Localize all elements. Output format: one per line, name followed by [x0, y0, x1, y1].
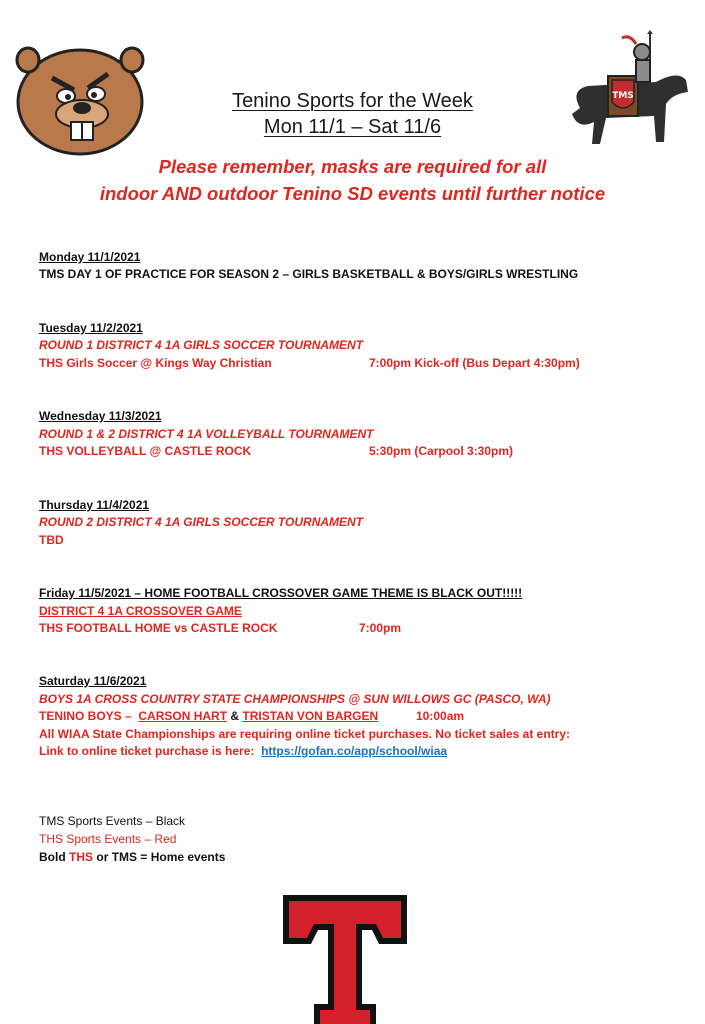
page-title	[0, 90, 705, 113]
page-dates	[0, 116, 705, 139]
block-t-logo-icon	[280, 892, 410, 1024]
saturday-runners	[39, 708, 378, 725]
wednesday-game: THS VOLLEYBALL @ CASTLE ROCK	[39, 444, 252, 458]
tuesday-game: THS Girls Soccer @ Kings Way Christian	[39, 356, 272, 370]
legend-bold-ths: THS	[69, 850, 94, 864]
thursday-event: ROUND 2 DISTRICT 4 1A GIRLS SOCCER TOURNAMENT	[39, 515, 364, 529]
wednesday-time: 5:30pm (Carpool 3:30pm)	[369, 444, 514, 458]
saturday-ticket-link-line	[39, 743, 447, 760]
legend-home-events	[39, 848, 225, 866]
friday-heading: Friday 11/5/2021 – HOME FOOTBALL CROSSOVER GAME THEME IS BLACK OUT!!!!!	[39, 586, 523, 600]
wednesday-event: ROUND 1 & 2 DISTRICT 4 1A VOLLEYBALL TOURNAMENT	[39, 427, 374, 441]
runner-carson-hart: CARSON HART	[138, 709, 228, 723]
runners-prefix: TENINO BOYS –	[39, 709, 132, 723]
tuesday-event: ROUND 1 DISTRICT 4 1A GIRLS SOCCER TOURNAMENT	[39, 338, 364, 352]
ticket-purchase-link[interactable]: https://gofan.co/app/school/wiaa	[261, 744, 448, 758]
saturday-event: BOYS 1A CROSS COUNTRY STATE CHAMPIONSHIPS @ SUN WILLOWS GC (PASCO, WA)	[39, 692, 551, 706]
saturday-ticket-note: All WIAA State Championships are requiring online ticket purchases. No ticket sales at entry:	[39, 727, 571, 741]
legend-ths: THS Sports Events – Red	[39, 832, 177, 846]
wednesday-heading: Wednesday 11/3/2021	[39, 409, 162, 423]
mask-notice-line-2: indoor AND outdoor Tenino SD events until further notice	[99, 183, 606, 204]
thursday-game: TBD	[39, 533, 64, 547]
friday-time: 7:00pm	[359, 621, 402, 635]
legend-bold-label: Bold	[39, 850, 66, 864]
monday-heading: Monday 11/1/2021	[39, 250, 141, 264]
friday-game: THS FOOTBALL HOME vs CASTLE ROCK	[39, 621, 278, 635]
tuesday-heading: Tuesday 11/2/2021	[39, 321, 143, 335]
mask-notice-line-1: Please remember, masks are required for all	[158, 156, 547, 177]
legend-tms: TMS Sports Events – Black	[39, 814, 186, 828]
dates-text: Mon 11/1 – Sat 11/6	[263, 116, 442, 138]
monday-event: TMS DAY 1 OF PRACTICE FOR SEASON 2 – GIRLS BASKETBALL & BOYS/GIRLS WRESTLING	[39, 267, 579, 281]
thursday-heading: Thursday 11/4/2021	[39, 498, 150, 512]
legend-bold-rest: or TMS = Home events	[96, 850, 226, 864]
friday-event: DISTRICT 4 1A CROSSOVER GAME	[39, 604, 242, 618]
saturday-time: 10:00am	[416, 709, 465, 723]
ticket-link-label: Link to online ticket purchase is here:	[39, 744, 255, 758]
saturday-heading: Saturday 11/6/2021	[39, 674, 147, 688]
tuesday-time: 7:00pm Kick-off (Bus Depart 4:30pm)	[369, 356, 580, 370]
runners-ampersand: &	[230, 709, 240, 723]
svg-text:TMS: TMS	[612, 91, 634, 101]
runner-tristan-von-bargen: TRISTAN VON BARGEN	[242, 709, 379, 723]
title-text: Tenino Sports for the Week	[232, 90, 473, 112]
